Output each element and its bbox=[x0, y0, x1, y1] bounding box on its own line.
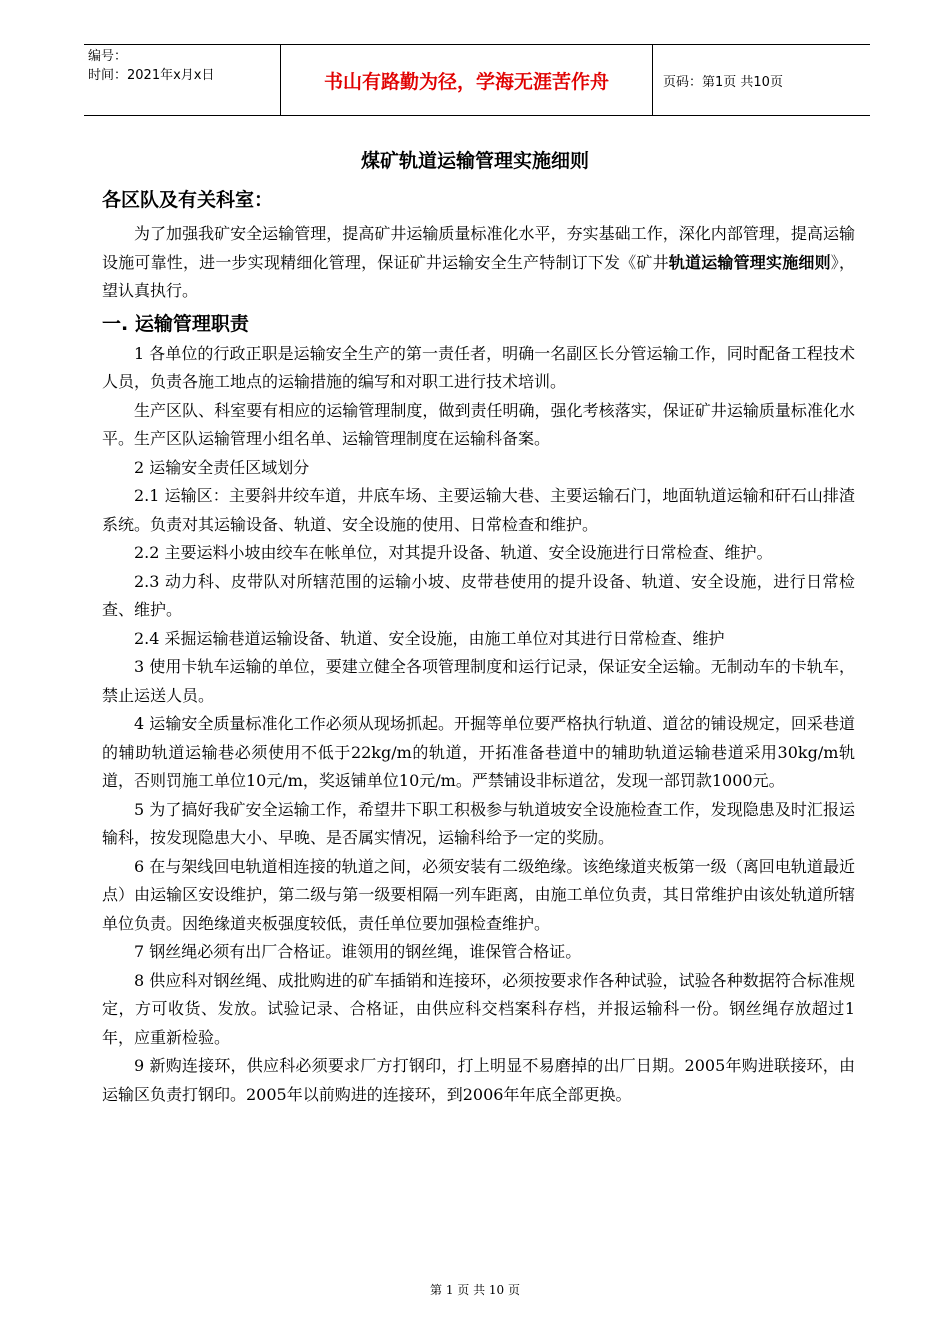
paragraph: 2.3 动力科、皮带队对所辖范围的运输小坡、皮带巷使用的提升设备、轨道、安全设施，进行日常检查、维护。 bbox=[102, 571, 855, 619]
page-header bbox=[84, 44, 870, 116]
paragraph: 生产区队、科室要有相应的运输管理制度，做到责任明确，强化考核落实，保证矿井运输质量标准化水平。生产区队运输管理小组名单、运输管理制度在运输科备案。 bbox=[102, 400, 855, 448]
document-body bbox=[102, 180, 855, 1109]
intro-paragraph bbox=[102, 220, 855, 306]
paragraph: 3 使用卡轨车运输的单位，要建立健全各项管理制度和运行记录，保证安全运输。无制动车的卡轨车，禁止运送人员。 bbox=[102, 657, 855, 705]
intro-text-c: 》，望认真执行。 bbox=[102, 252, 855, 300]
paragraph: 6 在与架线回电轨道相连接的轨道之间，必须安装有二级绝缘。该绝缘道夹板第一级（离回电轨道最近点）由运输区安设维护，第二级与第一级要相隔一列车距离，由施工单位负责，其日常维护由该处轨道所辖单位负责。因绝缘道夹板强度较低，责任单位要加强检查维护。 bbox=[102, 856, 855, 933]
header-meta bbox=[84, 45, 281, 115]
paragraph: 2.2 主要运料小坡由绞车在帐单位，对其提升设备、轨道、安全设施进行日常检查、维护。 bbox=[134, 543, 773, 562]
header-page-info: 页码：第1页 共10页 bbox=[663, 74, 783, 90]
section-heading-1: 一. 运输管理职责 bbox=[102, 312, 249, 335]
document-title: 煤矿轨道运输管理实施细则 bbox=[360, 150, 589, 172]
header-motto: 书山有路勤为径，学海无涯苦作舟 bbox=[281, 45, 653, 115]
paragraph: 2.4 采掘运输巷道运输设备、轨道、安全设施，由施工单位对其进行日常检查、维护 bbox=[134, 628, 725, 648]
intro-text-a: 为了加强我矿安全运输管理，提高矿井运输质量标准化水平，夯实基础工作，深化内部管理，提高运输设施可靠性，进一步实现精细化管理，保证矿井运输安全生产特制订下发《矿井 bbox=[102, 224, 855, 272]
number-label: 编号： bbox=[88, 49, 128, 64]
paragraph: 2 运输安全责任区域划分 bbox=[134, 457, 310, 477]
page-footer: 第 1 页 共 10 页 bbox=[430, 1283, 520, 1297]
paragraph: 7 钢丝绳必须有出厂合格证。谁领用的钢丝绳，谁保管合格证。 bbox=[134, 942, 582, 961]
paragraph: 4 运输安全质量标准化工作必须从现场抓起。开掘等单位要严格执行轨道、道岔的铺设规定，回采巷道的辅助轨道运输巷必须使用不低于22kg/m的轨道，开拓准备巷道中的辅助轨道运输巷道采用30kg/m轨道，否则罚施工单位10元/m，奖返铺单位10元/m。严禁铺设非标道岔，发现一部罚款1000元。 bbox=[102, 714, 855, 790]
paragraph: 5 为了搞好我矿安全运输工作，希望井下职工积极参与轨道坡安全设施检查工作，发现隐患及时汇报运输科，按发现隐患大小、早晚、是否属实情况，运输科给予一定的奖励。 bbox=[102, 799, 855, 847]
paragraph: 8 供应科对钢丝绳、成批购进的矿车插销和连接环，必须按要求作各种试验，试验各种数据符合标准规定，方可收货、发放。试验记录、合格证，由供应科交档案科存档，并报运输科一份。钢丝绳存放超过1年，应重新检验。 bbox=[102, 970, 855, 1047]
time-label: 时间：2021年x月x日 bbox=[88, 68, 215, 83]
addressee: 各区队及有关科室： bbox=[102, 189, 274, 211]
paragraph: 9 新购连接环，供应科必须要求厂方打钢印，打上明显不易磨掉的出厂日期。2005年购进联接环，由运输区负责打钢印。2005年以前购进的连接环，到2006年年底全部更换。 bbox=[102, 1056, 855, 1104]
paragraph: 2.1 运输区：主要斜井绞车道，井底车场、主要运输大巷、主要运输石门，地面轨道运输和矸石山排渣系统。负责对其运输设备、轨道、安全设施的使用、日常检查和维护。 bbox=[102, 486, 855, 534]
paragraph: 1 各单位的行政正职是运输安全生产的第一责任者，明确一名副区长分管运输工作，同时配备工程技术人员，负责各施工地点的运输措施的编写和对职工进行技术培训。 bbox=[102, 343, 855, 391]
intro-doc-name: 轨道运输管理实施细则 bbox=[668, 252, 831, 272]
